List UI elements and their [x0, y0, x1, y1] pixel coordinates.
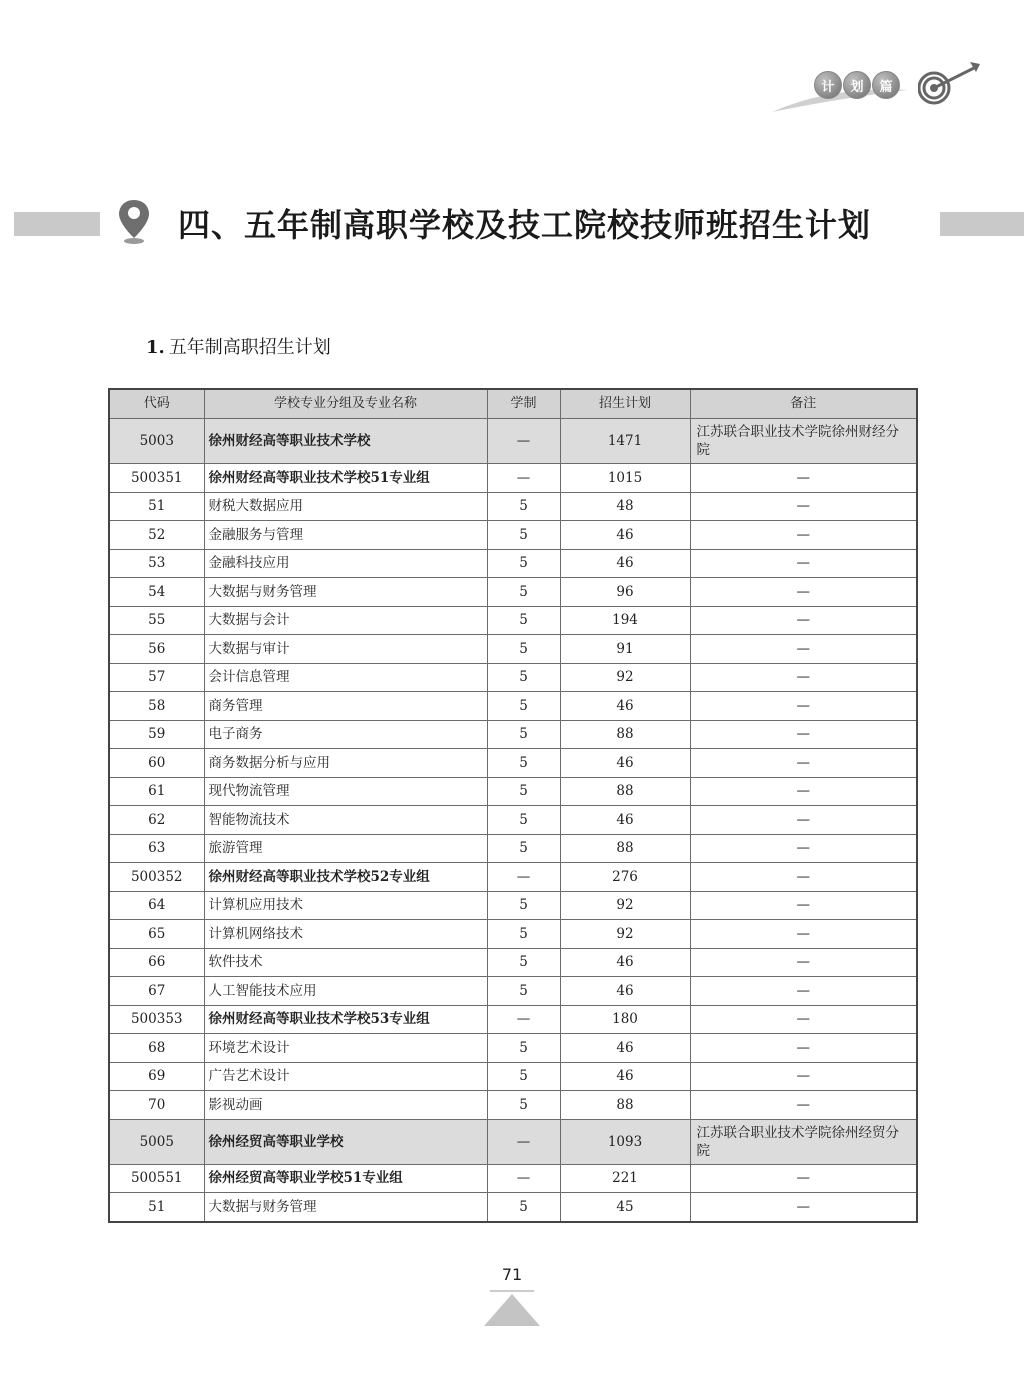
cell-duration: 5 — [487, 1091, 560, 1120]
cell-remark: — — [690, 464, 917, 493]
table-row — [109, 635, 917, 664]
cell-name: 商务管理 — [204, 692, 487, 721]
cell-plan: 46 — [560, 692, 690, 721]
table-row — [109, 692, 917, 721]
cell-name: 电子商务 — [204, 720, 487, 749]
table-row — [109, 1091, 917, 1120]
cell-duration: 5 — [487, 1062, 560, 1091]
title-bar-left — [14, 212, 100, 236]
cell-duration: 5 — [487, 1193, 560, 1222]
cell-remark: — — [690, 1091, 917, 1120]
cell-duration: 5 — [487, 492, 560, 521]
cell-remark: — — [690, 635, 917, 664]
header-remark: 备注 — [690, 389, 917, 419]
cell-code: 61 — [109, 777, 204, 806]
cell-remark: — — [690, 834, 917, 863]
cell-remark: — — [690, 578, 917, 607]
cell-remark: — — [690, 1005, 917, 1034]
cell-name: 金融服务与管理 — [204, 521, 487, 550]
cell-name: 广告艺术设计 — [204, 1062, 487, 1091]
enrollment-plan-table — [108, 388, 918, 1223]
cell-plan: 88 — [560, 834, 690, 863]
badge-char: 划 — [843, 71, 871, 99]
cell-remark: 江苏联合职业技术学院徐州经贸分院 — [690, 1119, 917, 1164]
cell-plan: 88 — [560, 777, 690, 806]
cell-name: 徐州财经高等职业技术学校51专业组 — [204, 464, 487, 493]
cell-name: 徐州财经高等职业技术学校 — [204, 419, 487, 464]
table-row — [109, 1062, 917, 1091]
cell-plan: 92 — [560, 891, 690, 920]
cell-duration: — — [487, 1005, 560, 1034]
table-row — [109, 521, 917, 550]
cell-code: 52 — [109, 521, 204, 550]
cell-code: 69 — [109, 1062, 204, 1091]
table-row — [109, 1119, 917, 1164]
cell-plan: 1093 — [560, 1119, 690, 1164]
cell-duration: — — [487, 464, 560, 493]
cell-name: 大数据与财务管理 — [204, 578, 487, 607]
cell-name: 现代物流管理 — [204, 777, 487, 806]
cell-remark: — — [690, 920, 917, 949]
cell-remark: 江苏联合职业技术学院徐州财经分院 — [690, 419, 917, 464]
table-body — [109, 419, 917, 1222]
cell-duration: — — [487, 1164, 560, 1193]
cell-name: 会计信息管理 — [204, 663, 487, 692]
cell-code: 62 — [109, 806, 204, 835]
table-row — [109, 578, 917, 607]
section-number: 1. — [146, 337, 165, 358]
cell-name: 大数据与会计 — [204, 606, 487, 635]
cell-remark: — — [690, 1164, 917, 1193]
cell-remark: — — [690, 692, 917, 721]
cell-name: 徐州财经高等职业技术学校52专业组 — [204, 863, 487, 892]
cell-remark: — — [690, 863, 917, 892]
cell-code: 57 — [109, 663, 204, 692]
header-code: 代码 — [109, 389, 204, 419]
table-row — [109, 606, 917, 635]
cell-code: 63 — [109, 834, 204, 863]
cell-code: 53 — [109, 549, 204, 578]
cell-duration: 5 — [487, 891, 560, 920]
cell-name: 计算机网络技术 — [204, 920, 487, 949]
cell-remark: — — [690, 492, 917, 521]
cell-code: 60 — [109, 749, 204, 778]
cell-duration: 5 — [487, 521, 560, 550]
page-triangle-decoration — [482, 1288, 542, 1328]
cell-code: 51 — [109, 1193, 204, 1222]
cell-remark: — — [690, 1062, 917, 1091]
cell-code: 64 — [109, 891, 204, 920]
cell-remark: — — [690, 948, 917, 977]
table-row — [109, 977, 917, 1006]
cell-plan: 46 — [560, 521, 690, 550]
cell-duration: 5 — [487, 834, 560, 863]
cell-remark: — — [690, 891, 917, 920]
table-row — [109, 948, 917, 977]
cell-remark: — — [690, 606, 917, 635]
cell-duration: 5 — [487, 663, 560, 692]
cell-plan: 1015 — [560, 464, 690, 493]
table-row — [109, 1193, 917, 1222]
cell-code: 67 — [109, 977, 204, 1006]
cell-name: 环境艺术设计 — [204, 1034, 487, 1063]
table-row — [109, 863, 917, 892]
cell-code: 500551 — [109, 1164, 204, 1193]
table-row — [109, 806, 917, 835]
cell-code: 500353 — [109, 1005, 204, 1034]
badge-char: 篇 — [872, 71, 900, 99]
section-title: 五年制高职招生计划 — [168, 337, 331, 358]
table-row — [109, 891, 917, 920]
cell-name: 大数据与财务管理 — [204, 1193, 487, 1222]
cell-code: 65 — [109, 920, 204, 949]
table-row — [109, 419, 917, 464]
cell-remark: — — [690, 749, 917, 778]
cell-code: 55 — [109, 606, 204, 635]
cell-remark: — — [690, 521, 917, 550]
cell-name: 旅游管理 — [204, 834, 487, 863]
cell-name: 金融科技应用 — [204, 549, 487, 578]
table-row — [109, 749, 917, 778]
table-row — [109, 464, 917, 493]
cell-remark: — — [690, 549, 917, 578]
location-pin-icon — [116, 198, 152, 246]
cell-name: 计算机应用技术 — [204, 891, 487, 920]
target-arrow-icon — [918, 58, 984, 108]
cell-plan: 1471 — [560, 419, 690, 464]
title-banner — [0, 196, 1024, 252]
table-row — [109, 920, 917, 949]
cell-name: 财税大数据应用 — [204, 492, 487, 521]
cell-plan: 194 — [560, 606, 690, 635]
table-row — [109, 834, 917, 863]
cell-name: 软件技术 — [204, 948, 487, 977]
cell-plan: 46 — [560, 1062, 690, 1091]
cell-code: 54 — [109, 578, 204, 607]
table-row — [109, 492, 917, 521]
cell-plan: 46 — [560, 806, 690, 835]
cell-remark: — — [690, 1034, 917, 1063]
page-title: 四、五年制高职学校及技工院校技师班招生计划 — [178, 206, 872, 244]
cell-plan: 91 — [560, 635, 690, 664]
cell-remark: — — [690, 720, 917, 749]
table-row — [109, 720, 917, 749]
cell-code: 51 — [109, 492, 204, 521]
cell-plan: 276 — [560, 863, 690, 892]
header-duration: 学制 — [487, 389, 560, 419]
cell-code: 500352 — [109, 863, 204, 892]
cell-duration: 5 — [487, 1034, 560, 1063]
cell-plan: 46 — [560, 1034, 690, 1063]
cell-name: 智能物流技术 — [204, 806, 487, 835]
cell-remark: — — [690, 1193, 917, 1222]
cell-duration: — — [487, 419, 560, 464]
cell-duration: 5 — [487, 692, 560, 721]
table-row — [109, 1005, 917, 1034]
cell-name: 大数据与审计 — [204, 635, 487, 664]
cell-code: 5003 — [109, 419, 204, 464]
cell-plan: 46 — [560, 749, 690, 778]
cell-duration: 5 — [487, 806, 560, 835]
cell-name: 徐州经贸高等职业学校 — [204, 1119, 487, 1164]
cell-remark: — — [690, 977, 917, 1006]
cell-duration: 5 — [487, 977, 560, 1006]
cell-code: 5005 — [109, 1119, 204, 1164]
table-row — [109, 663, 917, 692]
cell-name: 徐州财经高等职业技术学校53专业组 — [204, 1005, 487, 1034]
cell-plan: 46 — [560, 977, 690, 1006]
cell-plan: 96 — [560, 578, 690, 607]
badge-char: 计 — [814, 71, 842, 99]
cell-code: 500351 — [109, 464, 204, 493]
cell-remark: — — [690, 806, 917, 835]
table-row — [109, 549, 917, 578]
cell-name: 徐州经贸高等职业学校51专业组 — [204, 1164, 487, 1193]
cell-plan: 221 — [560, 1164, 690, 1193]
cell-code: 56 — [109, 635, 204, 664]
cell-remark: — — [690, 663, 917, 692]
cell-plan: 46 — [560, 948, 690, 977]
cell-duration: 5 — [487, 635, 560, 664]
cell-plan: 180 — [560, 1005, 690, 1034]
cell-plan: 92 — [560, 920, 690, 949]
section-heading — [146, 333, 331, 359]
cell-plan: 88 — [560, 1091, 690, 1120]
cell-plan: 48 — [560, 492, 690, 521]
cell-duration: 5 — [487, 920, 560, 949]
header-plan: 招生计划 — [560, 389, 690, 419]
table-header-row — [109, 389, 917, 419]
cell-duration: 5 — [487, 578, 560, 607]
cell-plan: 92 — [560, 663, 690, 692]
cell-code: 70 — [109, 1091, 204, 1120]
cell-duration: — — [487, 1119, 560, 1164]
cell-duration: 5 — [487, 948, 560, 977]
table-row — [109, 1034, 917, 1063]
cell-duration: 5 — [487, 549, 560, 578]
cell-remark: — — [690, 777, 917, 806]
cell-duration: 5 — [487, 720, 560, 749]
table-row — [109, 777, 917, 806]
section-badge — [770, 58, 990, 118]
cell-code: 68 — [109, 1034, 204, 1063]
cell-duration: 5 — [487, 749, 560, 778]
cell-name: 商务数据分析与应用 — [204, 749, 487, 778]
cell-code: 59 — [109, 720, 204, 749]
cell-plan: 88 — [560, 720, 690, 749]
cell-plan: 45 — [560, 1193, 690, 1222]
table-row — [109, 1164, 917, 1193]
cell-code: 66 — [109, 948, 204, 977]
cell-name: 人工智能技术应用 — [204, 977, 487, 1006]
cell-name: 影视动画 — [204, 1091, 487, 1120]
header-name: 学校专业分组及专业名称 — [204, 389, 487, 419]
cell-code: 58 — [109, 692, 204, 721]
title-bar-right — [940, 212, 1024, 236]
page-number: 71 — [501, 1265, 523, 1284]
cell-duration: 5 — [487, 606, 560, 635]
cell-duration: — — [487, 863, 560, 892]
cell-plan: 46 — [560, 549, 690, 578]
cell-duration: 5 — [487, 777, 560, 806]
